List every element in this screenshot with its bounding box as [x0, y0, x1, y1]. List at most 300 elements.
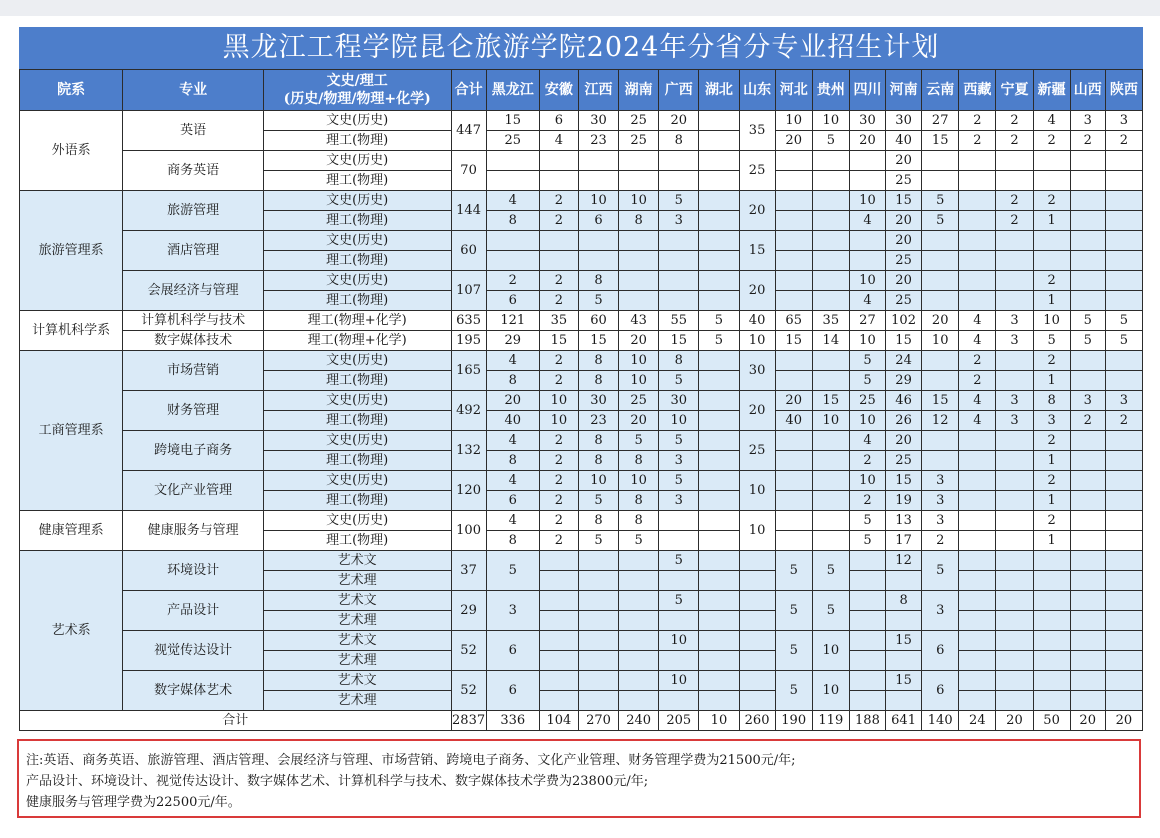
plan-value: 5	[775, 591, 812, 631]
plan-value	[849, 251, 885, 271]
plan-value: 2	[539, 431, 578, 451]
plan-value: 15	[922, 391, 959, 411]
plan-value	[922, 431, 959, 451]
plan-value: 5	[812, 551, 849, 591]
plan-value	[699, 491, 739, 511]
plan-value: 29	[886, 371, 922, 391]
plan-value	[996, 691, 1033, 711]
plan-value: 15	[886, 191, 922, 211]
plan-value: 5	[699, 311, 739, 331]
dept-name: 外语系	[20, 111, 123, 191]
plan-value: 6	[578, 211, 618, 231]
plan-value	[739, 591, 775, 611]
plan-value	[739, 551, 775, 571]
plan-value	[659, 291, 699, 311]
plan-value: 40	[739, 311, 775, 331]
plan-value: 8	[1033, 391, 1070, 411]
plan-value: 8	[578, 271, 618, 291]
header-province: 山东	[739, 70, 775, 111]
subject-type: 理工(物理)	[263, 251, 451, 271]
major-name: 会展经济与管理	[123, 271, 264, 311]
plan-value	[812, 491, 849, 511]
major-name: 计算机科学与技术	[123, 311, 264, 331]
plan-value: 2	[1033, 511, 1070, 531]
plan-value: 3	[922, 471, 959, 491]
plan-value: 5	[775, 631, 812, 671]
plan-value: 2	[1033, 351, 1070, 371]
plan-value	[959, 151, 996, 171]
major-total: 52	[451, 631, 486, 671]
table-row	[20, 591, 1143, 611]
plan-value	[812, 251, 849, 271]
plan-value: 2	[539, 271, 578, 291]
plan-value	[659, 651, 699, 671]
plan-value: 8	[578, 351, 618, 371]
plan-value	[996, 291, 1033, 311]
plan-value	[739, 611, 775, 631]
totals-value: 104	[539, 711, 578, 731]
plan-value: 15	[886, 331, 922, 351]
plan-value: 2	[1033, 471, 1070, 491]
plan-value	[1033, 651, 1070, 671]
plan-value	[959, 631, 996, 651]
plan-value: 20	[619, 411, 659, 431]
totals-value: 336	[486, 711, 539, 731]
plan-value	[996, 231, 1033, 251]
plan-value: 30	[739, 351, 775, 391]
plan-value	[1070, 511, 1105, 531]
major-total: 120	[451, 471, 486, 511]
plan-value	[1105, 251, 1142, 271]
subject-type: 文史(历史)	[263, 471, 451, 491]
plan-value	[1070, 211, 1105, 231]
subject-type: 文史(历史)	[263, 511, 451, 531]
plan-value: 27	[922, 111, 959, 131]
totals-value: 188	[849, 711, 885, 731]
plan-value	[578, 151, 618, 171]
plan-value	[996, 671, 1033, 691]
plan-value: 1	[1033, 531, 1070, 551]
subject-type: 艺术文	[263, 551, 451, 571]
plan-value: 2	[539, 191, 578, 211]
plan-value: 2	[539, 451, 578, 471]
header-row	[20, 70, 1143, 111]
totals-value: 20	[1070, 711, 1105, 731]
plan-value: 5	[659, 591, 699, 611]
table-row	[20, 111, 1143, 131]
subject-type: 文史(历史)	[263, 351, 451, 371]
plan-value	[775, 371, 812, 391]
plan-value	[1105, 491, 1142, 511]
plan-value	[486, 251, 539, 271]
plan-value: 5	[659, 471, 699, 491]
header-province: 陕西	[1105, 70, 1142, 111]
plan-value: 5	[659, 551, 699, 571]
plan-value	[1105, 671, 1142, 691]
plan-value: 15	[812, 391, 849, 411]
plan-value: 5	[922, 211, 959, 231]
plan-value: 3	[922, 511, 959, 531]
note-line: 产品设计、环境设计、视觉传达设计、数字媒体艺术、计算机科学与技术、数字媒体技术学费为23800元/年;	[26, 774, 649, 789]
major-total: 144	[451, 191, 486, 231]
plan-value	[1033, 171, 1070, 191]
major-name: 跨境电子商务	[123, 431, 264, 471]
plan-value: 8	[578, 451, 618, 471]
plan-value	[996, 451, 1033, 471]
plan-value: 5	[775, 671, 812, 711]
plan-value	[619, 651, 659, 671]
major-name: 视觉传达设计	[123, 631, 264, 671]
plan-value	[1070, 451, 1105, 471]
plan-value	[1105, 611, 1142, 631]
major-total: 100	[451, 511, 486, 551]
plan-value	[922, 271, 959, 291]
plan-value	[578, 171, 618, 191]
plan-value	[812, 151, 849, 171]
plan-value: 4	[1033, 111, 1070, 131]
plan-value	[996, 371, 1033, 391]
plan-value	[922, 231, 959, 251]
dept-name: 艺术系	[20, 551, 123, 711]
header-province: 西藏	[959, 70, 996, 111]
plan-value: 3	[1070, 111, 1105, 131]
plan-value	[812, 371, 849, 391]
plan-value	[886, 651, 922, 671]
plan-value	[812, 191, 849, 211]
major-total: 635	[451, 311, 486, 331]
plan-value	[1033, 571, 1070, 591]
plan-value: 8	[486, 531, 539, 551]
plan-value	[922, 251, 959, 271]
table-row	[20, 351, 1143, 371]
plan-value: 4	[959, 331, 996, 351]
subject-type: 艺术理	[263, 651, 451, 671]
plan-value: 2	[959, 371, 996, 391]
plan-value: 6	[486, 491, 539, 511]
plan-value: 10	[619, 471, 659, 491]
major-total: 60	[451, 231, 486, 271]
major-name: 文化产业管理	[123, 471, 264, 511]
plan-value	[699, 651, 739, 671]
subject-type: 理工(物理)	[263, 491, 451, 511]
plan-value	[1070, 631, 1105, 651]
plan-value: 3	[486, 591, 539, 631]
plan-value	[1033, 231, 1070, 251]
subject-type: 艺术文	[263, 631, 451, 651]
plan-value	[996, 491, 1033, 511]
dept-name: 计算机科学系	[20, 311, 123, 351]
plan-value: 13	[886, 511, 922, 531]
table-row	[20, 511, 1143, 531]
plan-value: 2	[1033, 271, 1070, 291]
plan-value	[1070, 371, 1105, 391]
plan-value	[959, 551, 996, 571]
plan-value	[1033, 611, 1070, 631]
plan-value: 10	[1033, 311, 1070, 331]
plan-value: 3	[1105, 111, 1142, 131]
plan-value	[1070, 251, 1105, 271]
table-row	[20, 431, 1143, 451]
plan-value: 30	[886, 111, 922, 131]
plan-value: 25	[886, 451, 922, 471]
plan-value	[739, 671, 775, 691]
subject-type: 文史(历史)	[263, 111, 451, 131]
plan-value: 2	[996, 191, 1033, 211]
plan-value: 2	[539, 531, 578, 551]
plan-value: 8	[578, 511, 618, 531]
plan-value	[659, 151, 699, 171]
plan-value	[849, 231, 885, 251]
plan-value: 20	[739, 391, 775, 431]
header-province: 宁夏	[996, 70, 1033, 111]
plan-value	[959, 291, 996, 311]
plan-value	[996, 651, 1033, 671]
plan-value: 10	[849, 191, 885, 211]
major-name: 财务管理	[123, 391, 264, 431]
plan-value	[578, 651, 618, 671]
plan-value	[539, 171, 578, 191]
plan-value: 8	[659, 351, 699, 371]
plan-value: 5	[849, 351, 885, 371]
plan-value	[619, 171, 659, 191]
plan-value	[812, 351, 849, 371]
plan-value	[1033, 151, 1070, 171]
table-row	[20, 311, 1143, 331]
plan-value	[959, 211, 996, 231]
plan-value: 10	[539, 391, 578, 411]
plan-value	[1070, 271, 1105, 291]
plan-value	[1105, 511, 1142, 531]
plan-value	[539, 611, 578, 631]
subject-type: 理工(物理+化学)	[263, 331, 451, 351]
plan-value	[1033, 591, 1070, 611]
table-row	[20, 191, 1143, 211]
plan-value: 20	[486, 391, 539, 411]
plan-value: 5	[849, 371, 885, 391]
plan-value	[1070, 191, 1105, 211]
plan-value: 3	[996, 391, 1033, 411]
subject-type: 理工(物理)	[263, 131, 451, 151]
plan-value: 55	[659, 311, 699, 331]
plan-value	[922, 451, 959, 471]
major-total: 165	[451, 351, 486, 391]
major-total: 492	[451, 391, 486, 431]
major-name: 旅游管理	[123, 191, 264, 231]
totals-value: 20	[1105, 711, 1142, 731]
plan-value: 26	[886, 411, 922, 431]
header-province: 新疆	[1033, 70, 1070, 111]
plan-value	[659, 611, 699, 631]
plan-value: 10	[739, 511, 775, 551]
plan-value	[959, 651, 996, 671]
plan-value	[1033, 551, 1070, 571]
plan-value: 25	[619, 391, 659, 411]
plan-value	[619, 691, 659, 711]
plan-value: 3	[1070, 391, 1105, 411]
major-total: 52	[451, 671, 486, 711]
plan-value: 30	[578, 111, 618, 131]
plan-value: 5	[578, 291, 618, 311]
plan-value	[959, 531, 996, 551]
plan-value: 2	[996, 131, 1033, 151]
plan-value: 10	[812, 631, 849, 671]
plan-value: 8	[619, 491, 659, 511]
table-row	[20, 391, 1143, 411]
totals-value: 140	[922, 711, 959, 731]
plan-value: 20	[886, 211, 922, 231]
totals-value: 260	[739, 711, 775, 731]
plan-value	[699, 191, 739, 211]
plan-value: 2	[849, 491, 885, 511]
plan-value	[1033, 691, 1070, 711]
major-total: 447	[451, 111, 486, 151]
plan-value: 3	[659, 211, 699, 231]
plan-value: 2	[959, 111, 996, 131]
plan-value: 6	[486, 631, 539, 671]
plan-value	[849, 651, 885, 671]
subject-type: 艺术文	[263, 671, 451, 691]
plan-value	[578, 671, 618, 691]
subject-type: 理工(物理)	[263, 211, 451, 231]
plan-value: 5	[659, 431, 699, 451]
plan-value	[996, 351, 1033, 371]
plan-value: 4	[539, 131, 578, 151]
plan-value: 20	[886, 231, 922, 251]
plan-value	[1105, 231, 1142, 251]
plan-value	[812, 211, 849, 231]
totals-value: 641	[886, 711, 922, 731]
plan-value: 5	[659, 191, 699, 211]
major-name: 数字媒体技术	[123, 331, 264, 351]
plan-value: 20	[886, 431, 922, 451]
plan-value	[812, 291, 849, 311]
header-province: 河南	[886, 70, 922, 111]
plan-value: 4	[486, 431, 539, 451]
plan-value	[812, 271, 849, 291]
plan-value: 43	[619, 311, 659, 331]
plan-value	[849, 551, 885, 571]
subject-type: 理工(物理)	[263, 171, 451, 191]
plan-value	[959, 591, 996, 611]
table-row	[20, 271, 1143, 291]
plan-value	[1070, 611, 1105, 631]
major-total: 70	[451, 151, 486, 191]
plan-value	[959, 251, 996, 271]
plan-value	[659, 231, 699, 251]
plan-value	[1105, 171, 1142, 191]
subject-type: 文史(历史)	[263, 391, 451, 411]
plan-value	[1070, 651, 1105, 671]
plan-value	[1105, 431, 1142, 451]
plan-value	[739, 571, 775, 591]
plan-value: 8	[578, 431, 618, 451]
plan-value: 10	[578, 471, 618, 491]
plan-value	[849, 591, 885, 611]
plan-value	[578, 591, 618, 611]
plan-value: 3	[996, 311, 1033, 331]
plan-value	[775, 471, 812, 491]
plan-value: 15	[539, 331, 578, 351]
plan-value: 20	[849, 131, 885, 151]
plan-value: 20	[886, 151, 922, 171]
plan-value	[1070, 591, 1105, 611]
totals-value: 240	[619, 711, 659, 731]
plan-value	[486, 171, 539, 191]
plan-value	[775, 151, 812, 171]
header-province: 黑龙江	[486, 70, 539, 111]
header-province: 河北	[775, 70, 812, 111]
plan-value	[486, 231, 539, 251]
table-row	[20, 631, 1143, 651]
header-subject	[263, 70, 451, 111]
subject-type: 艺术理	[263, 691, 451, 711]
plan-value	[996, 271, 1033, 291]
header-province: 云南	[922, 70, 959, 111]
plan-value	[959, 171, 996, 191]
plan-value	[959, 271, 996, 291]
plan-value	[886, 611, 922, 631]
subject-type: 艺术文	[263, 591, 451, 611]
plan-value	[619, 271, 659, 291]
plan-value	[1070, 571, 1105, 591]
plan-value	[699, 631, 739, 651]
note-line: 健康服务与管理学费为22500元/年。	[26, 795, 241, 810]
plan-value: 102	[886, 311, 922, 331]
plan-value: 20	[775, 131, 812, 151]
major-total: 132	[451, 431, 486, 471]
plan-value: 60	[578, 311, 618, 331]
plan-value	[1070, 231, 1105, 251]
plan-value: 25	[849, 391, 885, 411]
plan-value: 20	[619, 331, 659, 351]
plan-value	[699, 571, 739, 591]
plan-value: 20	[886, 271, 922, 291]
table-row	[20, 231, 1143, 251]
plan-value	[1070, 351, 1105, 371]
header-subject-line: (历史/物理/物理+化学)	[283, 91, 431, 107]
subject-type: 文史(历史)	[263, 431, 451, 451]
plan-value: 5	[1105, 311, 1142, 331]
plan-value: 1	[1033, 211, 1070, 231]
plan-value: 4	[849, 291, 885, 311]
plan-value: 8	[486, 211, 539, 231]
plan-value: 5	[1070, 311, 1105, 331]
plan-value: 15	[886, 471, 922, 491]
plan-value: 3	[996, 331, 1033, 351]
plan-value: 29	[486, 331, 539, 351]
plan-value	[922, 151, 959, 171]
plan-value	[996, 631, 1033, 651]
plan-value	[539, 251, 578, 271]
subject-type: 艺术理	[263, 611, 451, 631]
plan-value: 2	[849, 451, 885, 471]
plan-value	[578, 691, 618, 711]
subject-type: 文史(历史)	[263, 151, 451, 171]
major-name: 英语	[123, 111, 264, 151]
plan-value	[1033, 251, 1070, 271]
header-province: 安徽	[539, 70, 578, 111]
plan-value	[699, 171, 739, 191]
totals-value: 24	[959, 711, 996, 731]
plan-value	[699, 371, 739, 391]
plan-value: 3	[922, 591, 959, 631]
subject-type: 艺术理	[263, 571, 451, 591]
plan-value	[699, 691, 739, 711]
plan-value	[539, 631, 578, 651]
plan-value	[1105, 211, 1142, 231]
plan-value: 19	[886, 491, 922, 511]
subject-type: 理工(物理)	[263, 291, 451, 311]
